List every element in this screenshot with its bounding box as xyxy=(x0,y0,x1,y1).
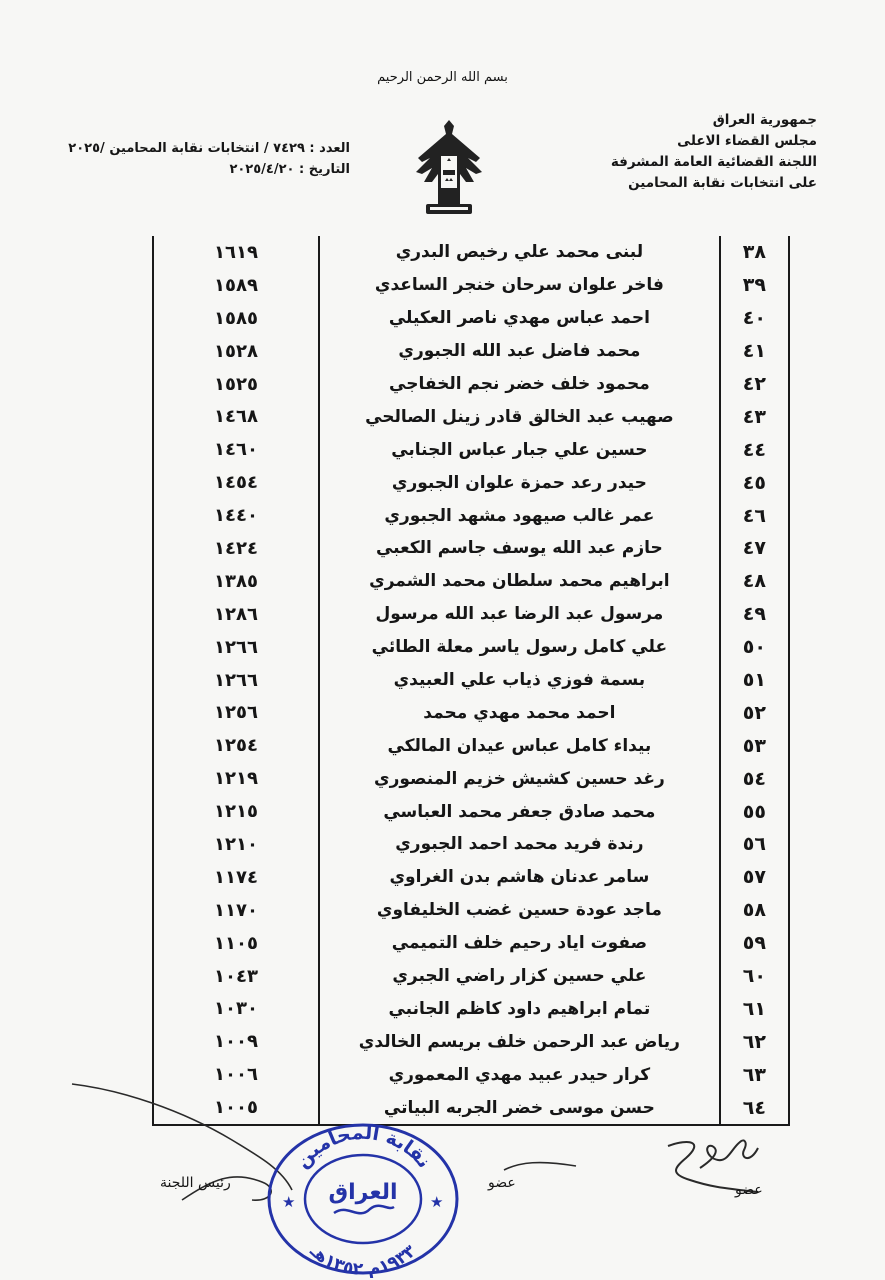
seal-top-text: نقابة المحامين xyxy=(291,1121,436,1173)
candidate-votes: ١٥٢٨ xyxy=(153,335,319,368)
candidate-votes: ١٥٨٥ xyxy=(153,302,319,335)
candidate-votes: ١٢٦٦ xyxy=(153,631,319,664)
results-table xyxy=(152,236,790,1126)
authority-line: جمهورية العراق xyxy=(712,112,817,128)
candidate-number: ٥٢ xyxy=(720,696,789,729)
candidate-votes: ١٥٢٥ xyxy=(153,368,319,401)
result-row xyxy=(153,696,789,729)
candidate-number: ٥٠ xyxy=(720,631,789,664)
candidate-votes: ١٢٥٦ xyxy=(153,696,319,729)
candidate-name: علي حسين كزار راضي الجبري xyxy=(319,960,720,993)
result-row xyxy=(153,828,789,861)
result-row xyxy=(153,499,789,532)
candidate-name: علي كامل رسول ياسر معلة الطائي xyxy=(319,631,720,664)
candidate-votes: ١١٧٠ xyxy=(153,894,319,927)
document-date: التاريخ : ٢٠٢٥/٤/٢٠ xyxy=(229,162,350,177)
candidate-votes: ١٢٦٦ xyxy=(153,664,319,697)
candidate-number: ٤٦ xyxy=(720,499,789,532)
candidate-number: ٤٥ xyxy=(720,466,789,499)
candidate-name: فاخر علوان سرحان خنجر الساعدي xyxy=(319,269,720,302)
candidate-votes: ١١٧٤ xyxy=(153,861,319,894)
candidate-number: ٥٣ xyxy=(720,729,789,762)
candidate-votes: ١٢١٩ xyxy=(153,762,319,795)
candidate-number: ٤٣ xyxy=(720,400,789,433)
seal-star-icon: ★ xyxy=(430,1193,444,1211)
seal-star-icon: ★ xyxy=(282,1193,296,1211)
result-row xyxy=(153,861,789,894)
result-row xyxy=(153,565,789,598)
result-row xyxy=(153,598,789,631)
candidate-name: محمد صادق جعفر محمد العباسي xyxy=(319,795,720,828)
candidate-votes: ١٢١٠ xyxy=(153,828,319,861)
result-row xyxy=(153,302,789,335)
candidate-name: بيداء كامل عباس عيدان المالكي xyxy=(319,729,720,762)
issuing-authority xyxy=(557,110,817,194)
candidate-votes: ١٠٣٠ xyxy=(153,992,319,1025)
candidate-number: ٤٢ xyxy=(720,368,789,401)
candidate-number: ٥٦ xyxy=(720,828,789,861)
result-row xyxy=(153,795,789,828)
candidate-name: سامر عدنان هاشم بدن الغراوي xyxy=(319,861,720,894)
candidate-number: ٣٩ xyxy=(720,269,789,302)
candidate-votes: ١٤٢٤ xyxy=(153,532,319,565)
seal-bottom-text: ١٩٣٣م ١٣٥٢هـ xyxy=(305,1241,421,1278)
svg-text:نقابة المحامين xyxy=(291,1122,435,1173)
candidate-votes: ١٢٨٦ xyxy=(153,598,319,631)
candidate-votes: ١٠٠٦ xyxy=(153,1058,319,1091)
candidate-votes: ١٤٦٨ xyxy=(153,400,319,433)
candidate-number: ٦٤ xyxy=(720,1091,789,1125)
candidate-number: ٦٢ xyxy=(720,1025,789,1058)
iraq-eagle-emblem xyxy=(408,112,490,220)
candidate-name: صفوت اياد رحيم خلف التميمي xyxy=(319,927,720,960)
candidate-number: ٥٨ xyxy=(720,894,789,927)
candidate-number: ٦٣ xyxy=(720,1058,789,1091)
candidate-name: عمر غالب صيهود مشهد الجبوري xyxy=(319,499,720,532)
result-row xyxy=(153,960,789,993)
svg-text:١٩٣٣م ١٣٥٢هـ xyxy=(305,1241,420,1278)
candidate-votes: ١٠٤٣ xyxy=(153,960,319,993)
candidate-name: احمد محمد مهدي محمد xyxy=(319,696,720,729)
seal-center-text: العراق xyxy=(328,1180,398,1205)
member-label-right: عضو xyxy=(735,1182,763,1198)
candidate-number: ٤١ xyxy=(720,335,789,368)
result-row xyxy=(153,631,789,664)
result-row xyxy=(153,894,789,927)
member-label-middle: عضو xyxy=(488,1175,516,1191)
candidate-votes: ١٠٠٥ xyxy=(153,1091,319,1125)
result-row xyxy=(153,1025,789,1058)
candidate-number: ٣٨ xyxy=(720,236,789,269)
candidate-number: ٤٧ xyxy=(720,532,789,565)
result-row xyxy=(153,466,789,499)
candidate-number: ٤٤ xyxy=(720,433,789,466)
result-row xyxy=(153,335,789,368)
reference-block xyxy=(50,138,350,180)
result-row xyxy=(153,400,789,433)
candidate-number: ٤٠ xyxy=(720,302,789,335)
candidate-votes: ١٤٥٤ xyxy=(153,466,319,499)
candidate-votes: ١٥٨٩ xyxy=(153,269,319,302)
authority-line: مجلس القضاء الاعلى xyxy=(677,133,817,149)
candidate-number: ٥٧ xyxy=(720,861,789,894)
candidate-name: كرار حيدر عبيد مهدي المعموري xyxy=(319,1058,720,1091)
candidate-name: ابراهيم محمد سلطان محمد الشمري xyxy=(319,565,720,598)
result-row xyxy=(153,368,789,401)
candidate-name: رياض عبد الرحمن خلف بريسم الخالدي xyxy=(319,1025,720,1058)
candidate-number: ٥٥ xyxy=(720,795,789,828)
candidate-votes: ١٣٨٥ xyxy=(153,565,319,598)
candidate-name: حسن موسى خضر الجربه البياتي xyxy=(319,1091,720,1125)
candidate-votes: ١٤٤٠ xyxy=(153,499,319,532)
candidate-number: ٥١ xyxy=(720,664,789,697)
candidate-votes: ١١٠٥ xyxy=(153,927,319,960)
candidate-name: محمود خلف خضر نجم الخفاجي xyxy=(319,368,720,401)
result-row xyxy=(153,729,789,762)
result-row xyxy=(153,762,789,795)
candidate-votes: ١٢١٥ xyxy=(153,795,319,828)
candidate-number: ٤٩ xyxy=(720,598,789,631)
result-row xyxy=(153,927,789,960)
candidate-number: ٥٩ xyxy=(720,927,789,960)
reference-number: العدد : ٧٤٢٩ / انتخابات نقابة المحامين /٢٠٢٥ xyxy=(68,141,350,156)
authority-line: على انتخابات نقابة المحامين xyxy=(628,175,817,191)
candidate-name: حسين علي جبار عباس الجنابي xyxy=(319,433,720,466)
candidate-votes: ١٤٦٠ xyxy=(153,433,319,466)
candidate-name: رندة فريد محمد احمد الجبوري xyxy=(319,828,720,861)
candidate-name: تمام ابراهيم داود كاظم الجانبي xyxy=(319,992,720,1025)
authority-line: اللجنة القضائية العامة المشرفة xyxy=(610,154,817,170)
candidate-votes: ١٠٠٩ xyxy=(153,1025,319,1058)
result-row xyxy=(153,236,789,269)
result-row xyxy=(153,269,789,302)
candidate-number: ٥٤ xyxy=(720,762,789,795)
candidate-name: محمد فاضل عبد الله الجبوري xyxy=(319,335,720,368)
result-row xyxy=(153,992,789,1025)
candidate-name: ماجد عودة حسين غضب الخليفاوي xyxy=(319,894,720,927)
result-row xyxy=(153,433,789,466)
candidate-name: حيدر رعد حمزة علوان الجبوري xyxy=(319,466,720,499)
bar-association-seal xyxy=(262,1103,464,1278)
candidate-name: بسمة فوزي ذياب علي العبيدي xyxy=(319,664,720,697)
candidate-name: لبنى محمد علي رخيص البدري xyxy=(319,236,720,269)
candidate-name: رغد حسين كشيش خزيم المنصوري xyxy=(319,762,720,795)
candidate-votes: ١٢٥٤ xyxy=(153,729,319,762)
candidate-name: احمد عباس مهدي ناصر العكيلي xyxy=(319,302,720,335)
chairman-label: رئيس اللجنة xyxy=(160,1175,231,1191)
candidate-name: صهيب عبد الخالق قادر زينل الصالحي xyxy=(319,400,720,433)
candidate-number: ٤٨ xyxy=(720,565,789,598)
candidate-name: حازم عبد الله يوسف جاسم الكعبي xyxy=(319,532,720,565)
result-row xyxy=(153,532,789,565)
candidate-votes: ١٦١٩ xyxy=(153,236,319,269)
candidate-number: ٦١ xyxy=(720,992,789,1025)
result-row xyxy=(153,664,789,697)
candidate-number: ٦٠ xyxy=(720,960,789,993)
basmala: بسم الله الرحمن الرحيم xyxy=(377,70,508,85)
candidate-name: مرسول عبد الرضا عبد الله مرسول xyxy=(319,598,720,631)
